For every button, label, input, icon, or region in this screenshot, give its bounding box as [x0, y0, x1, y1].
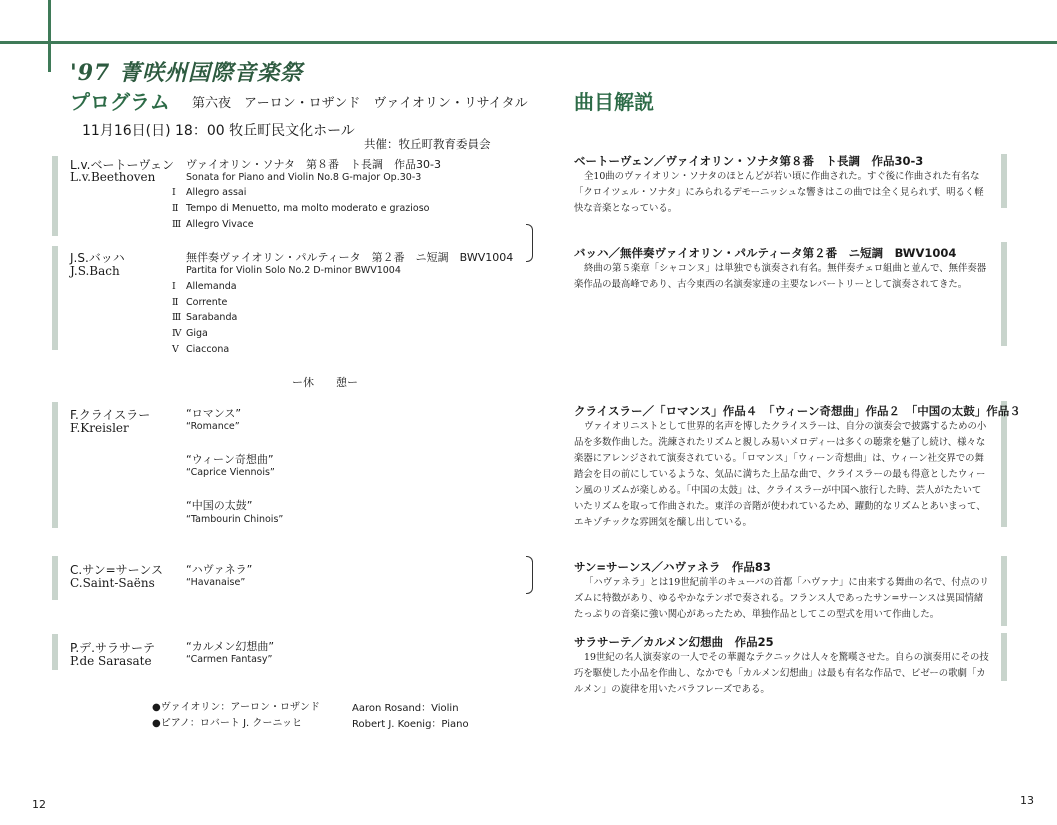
note-title: ベートーヴェン／ヴァイオリン・ソナタ第８番 ト長調 作品30-3	[574, 154, 924, 168]
festival-logo: '97 菁咲州国際音楽祭	[70, 60, 304, 86]
work-title-en: “Havanaise”	[186, 577, 246, 588]
note-line: ヴァイオリニストとして世界的名声を博したクライスラーは、自分の演奏会で披露するための小	[584, 421, 987, 432]
note-line: 品を多数作曲した。洗練されたリズムと親しみ易いメロディーは多くの聴衆を魅了し続け、様々な	[574, 437, 986, 448]
section-bar	[1001, 154, 1007, 208]
section-bar	[52, 634, 58, 670]
composer-ja: F.クライスラー	[70, 408, 151, 422]
composer-en: J.S.Bach	[70, 264, 120, 278]
movement-number: Ⅱ	[172, 297, 179, 308]
note-title: クライスラー／「ロマンス」作品４ 「ウィーン奇想曲」作品２ 「中国の太鼓」作品３	[574, 404, 1021, 418]
composer-en: F.Kreisler	[70, 421, 129, 435]
note-line: いたリズムを取って作曲された。東洋の音階が使われているため、躍動的なリズムとあいまって、	[574, 501, 986, 512]
intermission: ー休 憩ー	[292, 376, 358, 389]
work-title-ja: “中国の太鼓”	[186, 499, 253, 512]
staple	[526, 224, 533, 262]
section-bar	[52, 246, 58, 350]
movement-number: Ⅲ	[172, 219, 182, 230]
note-title: サン=サーンス／ハヴァネラ 作品83	[574, 560, 771, 574]
work-title-ja: “ウィーン奇想曲”	[186, 453, 274, 466]
note-line: 快な音楽となっている。	[574, 203, 678, 214]
movement-number: Ⅰ	[172, 281, 176, 292]
composer-en: C.Saint-Saëns	[70, 576, 155, 590]
note-line: ズムに特徴があり、ゆるやかなテンポで奏される。フランス人であったサン=サーンスは異国情緒	[574, 593, 984, 604]
note-body	[574, 261, 986, 293]
note-body	[574, 419, 986, 531]
movement-name: Allegro Vivace	[186, 219, 254, 230]
work-title-ja: “ロマンス”	[186, 407, 242, 420]
movement-name: Allemanda	[186, 281, 237, 292]
work-title-ja: “ハヴァネラ”	[186, 563, 253, 576]
section-bar	[1001, 556, 1007, 626]
performer-en: Aaron Rosand：Violin	[352, 703, 459, 714]
note-line: 全10曲のヴァイオリン・ソナタのほとんどが若い頃に作曲された。すぐ後に作曲された有名な	[584, 171, 980, 182]
note-line: 「ハヴァネラ」とは19世紀前半のキューバの首都「ハヴァナ」に由来する舞曲の名で、付点のリ	[584, 577, 989, 588]
work-title-en: Partita for Violin Solo No.2 D-minor BWV1004	[186, 265, 401, 276]
movement-name: Allegro assai	[186, 187, 247, 198]
movement-name: Sarabanda	[186, 312, 238, 323]
work-title-en: “Romance”	[186, 421, 240, 432]
section-bar	[52, 402, 58, 528]
movement-name: Giga	[186, 328, 208, 339]
work-title-en: “Tambourin Chinois”	[186, 514, 284, 525]
green-vertical-rule	[48, 0, 51, 72]
note-title: バッハ／無伴奏ヴァイオリン・パルティータ第２番 ニ短調 BWV1004	[574, 246, 957, 260]
work-title-en: Sonata for Piano and Violin No.8 G-major Op.30-3	[186, 172, 422, 183]
movement-number: Ⅳ	[172, 328, 182, 339]
section-bar	[52, 156, 58, 236]
page-number-right: 13	[1020, 794, 1034, 807]
section-bar	[1001, 633, 1007, 681]
sponsor: 共催：牧丘町教育委員会	[364, 137, 491, 151]
movement-number: Ⅴ	[172, 344, 179, 355]
movement-name: Tempo di Menuetto, ma molto moderato e grazioso	[186, 203, 430, 214]
work-title-en: “Carmen Fantasy”	[186, 654, 273, 665]
movement-number: Ⅱ	[172, 203, 179, 214]
note-body	[574, 650, 989, 698]
composer-en: P.de Sarasate	[70, 654, 152, 668]
performer-ja: ●ヴァイオリン：アーロン・ロザンド	[152, 702, 320, 713]
composer-en: L.v.Beethoven	[70, 170, 156, 184]
green-horizontal-rule	[0, 41, 1057, 44]
note-line: ン風のリズムが楽しめる。「中国の太鼓」は、クライスラーが中国へ旅行した時、芸人がたたいて	[574, 485, 982, 496]
work-title-ja: 無伴奏ヴァイオリン・パルティータ 第２番 ニ短調 BWV1004	[186, 251, 514, 264]
staple	[526, 556, 533, 594]
section-bar	[52, 556, 58, 600]
composer-ja: L.v.ベートーヴェン	[70, 158, 175, 172]
program-subtitle: 第六夜 アーロン・ロザンド ヴァイオリン・リサイタル	[192, 96, 528, 111]
composer-ja: P.デ.サラサーテ	[70, 641, 155, 655]
work-title-ja: ヴァイオリン・ソナタ 第８番 ト長調 作品30-3	[186, 158, 441, 171]
work-title-ja: “カルメン幻想曲”	[186, 640, 275, 653]
note-line: 「クロイツェル・ソナタ」にみられるデモーニッシュな響きはこの曲では全く見られず、明るく軽	[574, 187, 984, 198]
note-line: ルメン」の旋律を用いたパラフレーズである。	[574, 684, 770, 695]
program-heading: プログラム	[70, 90, 170, 114]
section-bar	[1001, 242, 1007, 346]
work-title-en: “Caprice Viennois”	[186, 467, 275, 478]
composer-ja: C.サン=サーンス	[70, 563, 164, 577]
note-line: 楽作品の最高峰であり、古今東西の名演奏家達の主要なレパートリーとして演奏されてきた。	[574, 279, 968, 290]
note-line: 踏会を目の前にしているような、気品に満ちた上品な曲で、クライスラーの最も得意としたウィー	[574, 469, 986, 480]
performer-en: Robert J. Koenig：Piano	[352, 719, 469, 730]
section-bar	[1001, 401, 1007, 527]
note-body	[574, 169, 984, 217]
note-line: 19世紀の名人演奏家の一人でその華麗なテクニックは人々を驚嘆させた。自らの演奏用にその技	[584, 652, 989, 663]
performer-ja: ●ピアノ：ロバート J. クーニッヒ	[152, 718, 303, 729]
movement-number: Ⅰ	[172, 187, 176, 198]
concert-date: 11月16日(日) 18：00 牧丘町民文化ホール	[82, 123, 355, 139]
note-title: サラサーテ／カルメン幻想曲 作品25	[574, 635, 774, 649]
note-line: 楽器にアレンジされて演奏されている。「ロマンス」「ウィーン奇想曲」は、ウィーン社交界での舞	[574, 453, 984, 464]
note-line: 終曲の第５楽章「シャコンヌ」は単独でも演奏され有名。無伴奏チェロ組曲と並んで、無伴奏器	[584, 263, 987, 274]
page-number-left: 12	[32, 798, 46, 811]
note-body	[574, 575, 989, 623]
movement-name: Ciaccona	[186, 344, 230, 355]
movement-name: Corrente	[186, 297, 228, 308]
notes-heading: 曲目解説	[574, 90, 654, 114]
note-line: 巧を駆使した小品を作曲し、なかでも「カルメン幻想曲」は最も有名な作品で、ビゼーの歌劇「カ	[574, 668, 986, 679]
note-line: たっぷりの音楽に強い関心があったため、単独作品としてこの型式を用いて作曲した。	[574, 609, 940, 620]
note-line: エキゾチックな雰囲気を醸し出している。	[574, 517, 752, 528]
movement-number: Ⅲ	[172, 312, 182, 323]
composer-ja: J.S.バッハ	[70, 251, 125, 265]
